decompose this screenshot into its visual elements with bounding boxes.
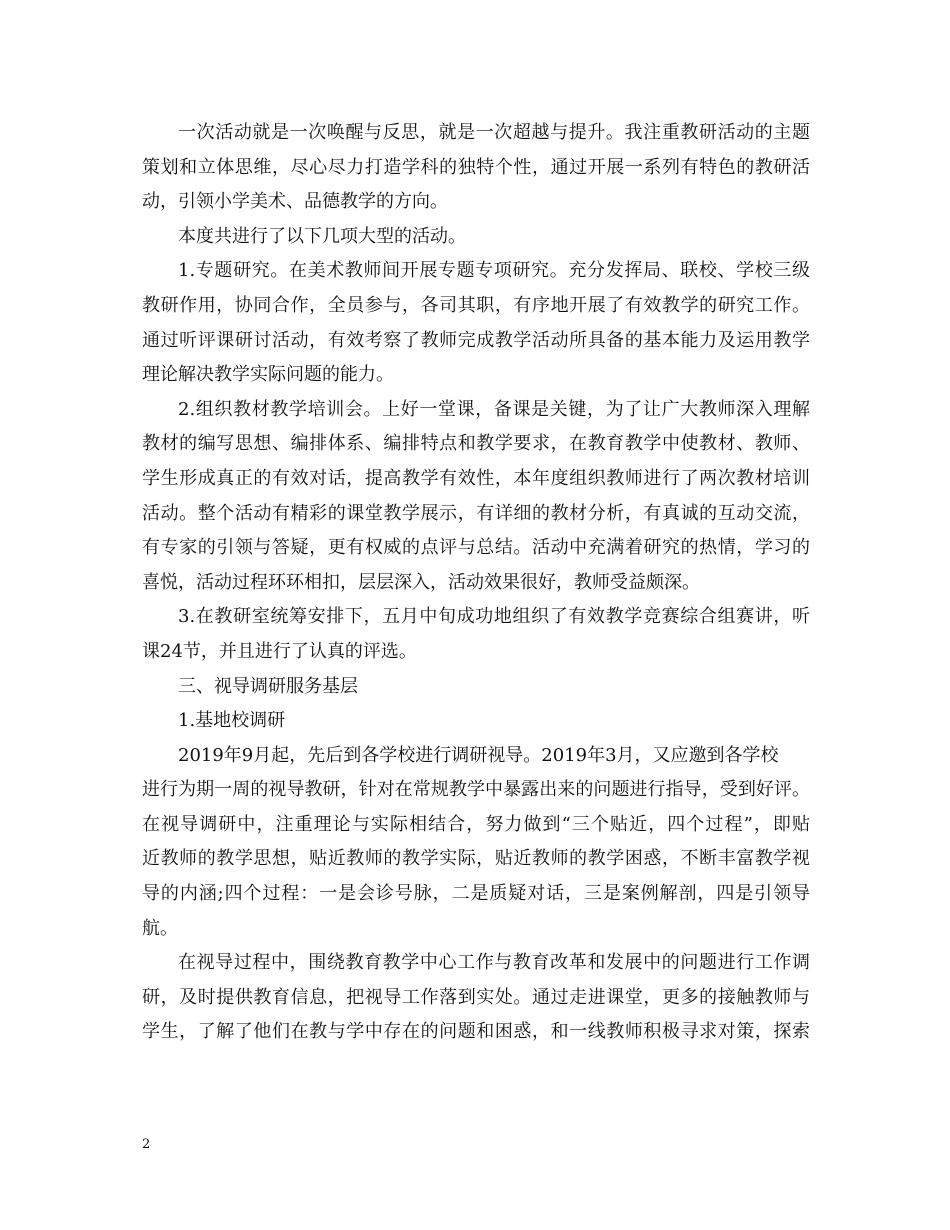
text-line: 学生形成真正的有效对话，提高教学有效性，本年度组织教师进行了两次教材培训 [142,467,810,489]
text-line: 1.基地校调研 [178,710,286,732]
text-line: 通过听评课研讨活动，有效考察了教师完成教学活动所具备的基本能力及运用教学 [142,329,810,351]
document-body [142,116,810,1050]
text-line: 3.在教研室统筹安排下，五月中旬成功地组织了有效教学竞赛综合组赛讲，听 [178,606,810,628]
text-line: 理论解决教学实际问题的能力。 [142,364,394,386]
text-line: 教材的编写思想、编排体系、编排特点和教学要求，在教育教学中使教材、教师、 [142,433,810,455]
text-line: 2019年9月起，先后到各学校进行调研视导。2019年3月，又应邀到各学校 [178,744,779,766]
text-line: 动，引领小学美术、品德教学的方向。 [142,191,448,213]
text-line: 教研作用，协同合作，全员参与，各司其职，有序地开展了有效教学的研究工作。 [142,294,810,316]
text-line: 一次活动就是一次唤醒与反思，就是一次超越与提升。我注重教研活动的主题 [178,122,810,143]
text-line: 研，及时提供教育信息，把视导工作落到实处。通过走进课堂，更多的接触教师与 [142,986,810,1008]
text-line: 1.专题研究。在美术教师间开展专题专项研究。充分发挥局、联校、学校三级 [178,260,810,282]
text-line: 近教师的教学思想，贴近教师的教学实际，贴近教师的教学困惑，不断丰富教学视 [142,848,810,870]
text-line: 在视导调研中，注重理论与实际相结合，努力做到“三个贴近，四个过程”，即贴 [142,813,810,835]
text-line: 三、视导调研服务基层 [178,675,358,697]
text-line: 有专家的引领与答疑，更有权威的点评与总结。活动中充满着研究的热情，学习的 [142,537,810,559]
text-line: 2.组织教材教学培训会。上好一堂课，备课是关键，为了让广大教师深入理解 [178,398,810,420]
text-line: 航。 [142,917,178,939]
text-line: 课24节，并且进行了认真的评选。 [142,640,417,662]
text-line: 在视导过程中，围绕教育教学中心工作与教育改革和发展中的问题进行工作调 [178,952,810,974]
text-line: 活动。整个活动有精彩的课堂教学展示，有详细的教材分析，有真诚的互动交流， [142,502,810,524]
page-number: 2 [142,1137,151,1152]
text-line: 导的内涵;四个过程：一是会诊号脉，二是质疑对话，三是案例解剖，四是引领导 [142,883,810,905]
text-line: 进行为期一周的视导教研，针对在常规教学中暴露出来的问题进行指导，受到好评。 [142,779,810,801]
text-line: 喜悦，活动过程环环相扣，层层深入，活动效果很好，教师受益颇深。 [142,571,700,593]
text-line: 本度共进行了以下几项大型的活动。 [178,225,466,247]
text-line: 策划和立体思维，尽心尽力打造学科的独特个性，通过开展一系列有特色的教研活 [142,156,810,178]
text-line: 学生，了解了他们在教与学中存在的问题和困惑，和一线教师积极寻求对策，探索 [142,1021,810,1043]
